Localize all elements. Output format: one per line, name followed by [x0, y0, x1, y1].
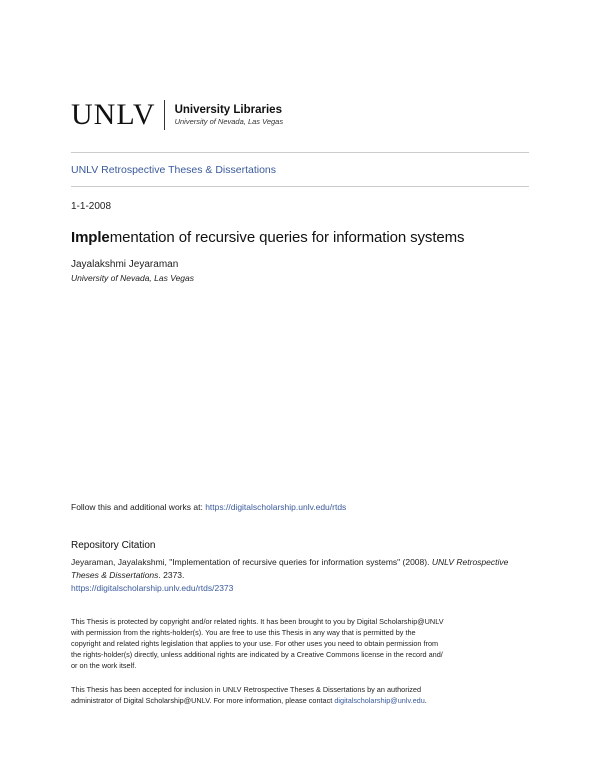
follow-link[interactable]: https://digitalscholarship.unlv.edu/rtds [205, 502, 347, 512]
notice-line [71, 695, 533, 706]
publication-date: 1-1-2008 [71, 201, 112, 212]
notice-line: or on the work itself. [71, 661, 137, 670]
follow-line [71, 502, 346, 512]
title-bold-part: Imple [71, 229, 110, 246]
notice-line: This Thesis is protected by copyright and/or related rights. It has been brought to you by Digital Scholarship@UNLV [71, 617, 444, 626]
notice-line: This Thesis has been accepted for inclusion in UNLV Retrospective Theses & Dissertations by an authorized [71, 685, 422, 694]
citation-series: UNLV Retrospective Theses & Dissertations [71, 557, 509, 580]
citation-text-1: Jeyaraman, Jayalakshmi, "Implementation of recursive queries for information systems" (2008). [71, 557, 432, 567]
follow-prefix: Follow this and additional works at: [71, 502, 206, 512]
series-link[interactable]: UNLV Retrospective Theses & Dissertations [71, 164, 277, 176]
notice-line-suffix: . [424, 696, 427, 705]
author-name: Jayalakshmi Jeyaraman [71, 259, 179, 270]
logo-text [175, 103, 284, 127]
inclusion-notice [71, 684, 533, 706]
copyright-notice [71, 616, 533, 671]
author-affiliation: University of Nevada, Las Vegas [71, 273, 194, 283]
logo-divider [164, 100, 165, 130]
unlv-libraries-logo [71, 98, 283, 132]
top-divider [71, 152, 529, 153]
citation-body [71, 556, 531, 595]
contact-email-link[interactable]: digitalscholarship@unlv.edu [334, 696, 425, 705]
logo-title: University Libraries [174, 104, 282, 116]
title-rest: mentation of recursive queries for information systems [109, 229, 465, 246]
notice-line-prefix: administrator of Digital Scholarship@UNLV. For more information, please contact [71, 696, 335, 705]
bottom-divider [71, 186, 529, 187]
citation-heading: Repository Citation [71, 540, 156, 551]
citation-link[interactable]: https://digitalscholarship.unlv.edu/rtds/2373 [71, 583, 234, 593]
unlv-wordmark: UNLV [71, 98, 156, 131]
notice-line: the rights-holder(s) directly, unless additional rights are indicated by a Creative Commons license in the record and/ [71, 650, 443, 659]
notice-line: with permission from the rights-holder(s). You are free to use this Thesis in any way that is permitted by the [71, 628, 416, 637]
notice-line: copyright and related rights legislation that applies to your use. For other uses you need to obtain permission from [71, 639, 439, 648]
citation-text-2: . 2373. [158, 570, 185, 580]
logo-subtitle: University of Nevada, Las Vegas [174, 117, 284, 126]
document-title [71, 229, 464, 246]
